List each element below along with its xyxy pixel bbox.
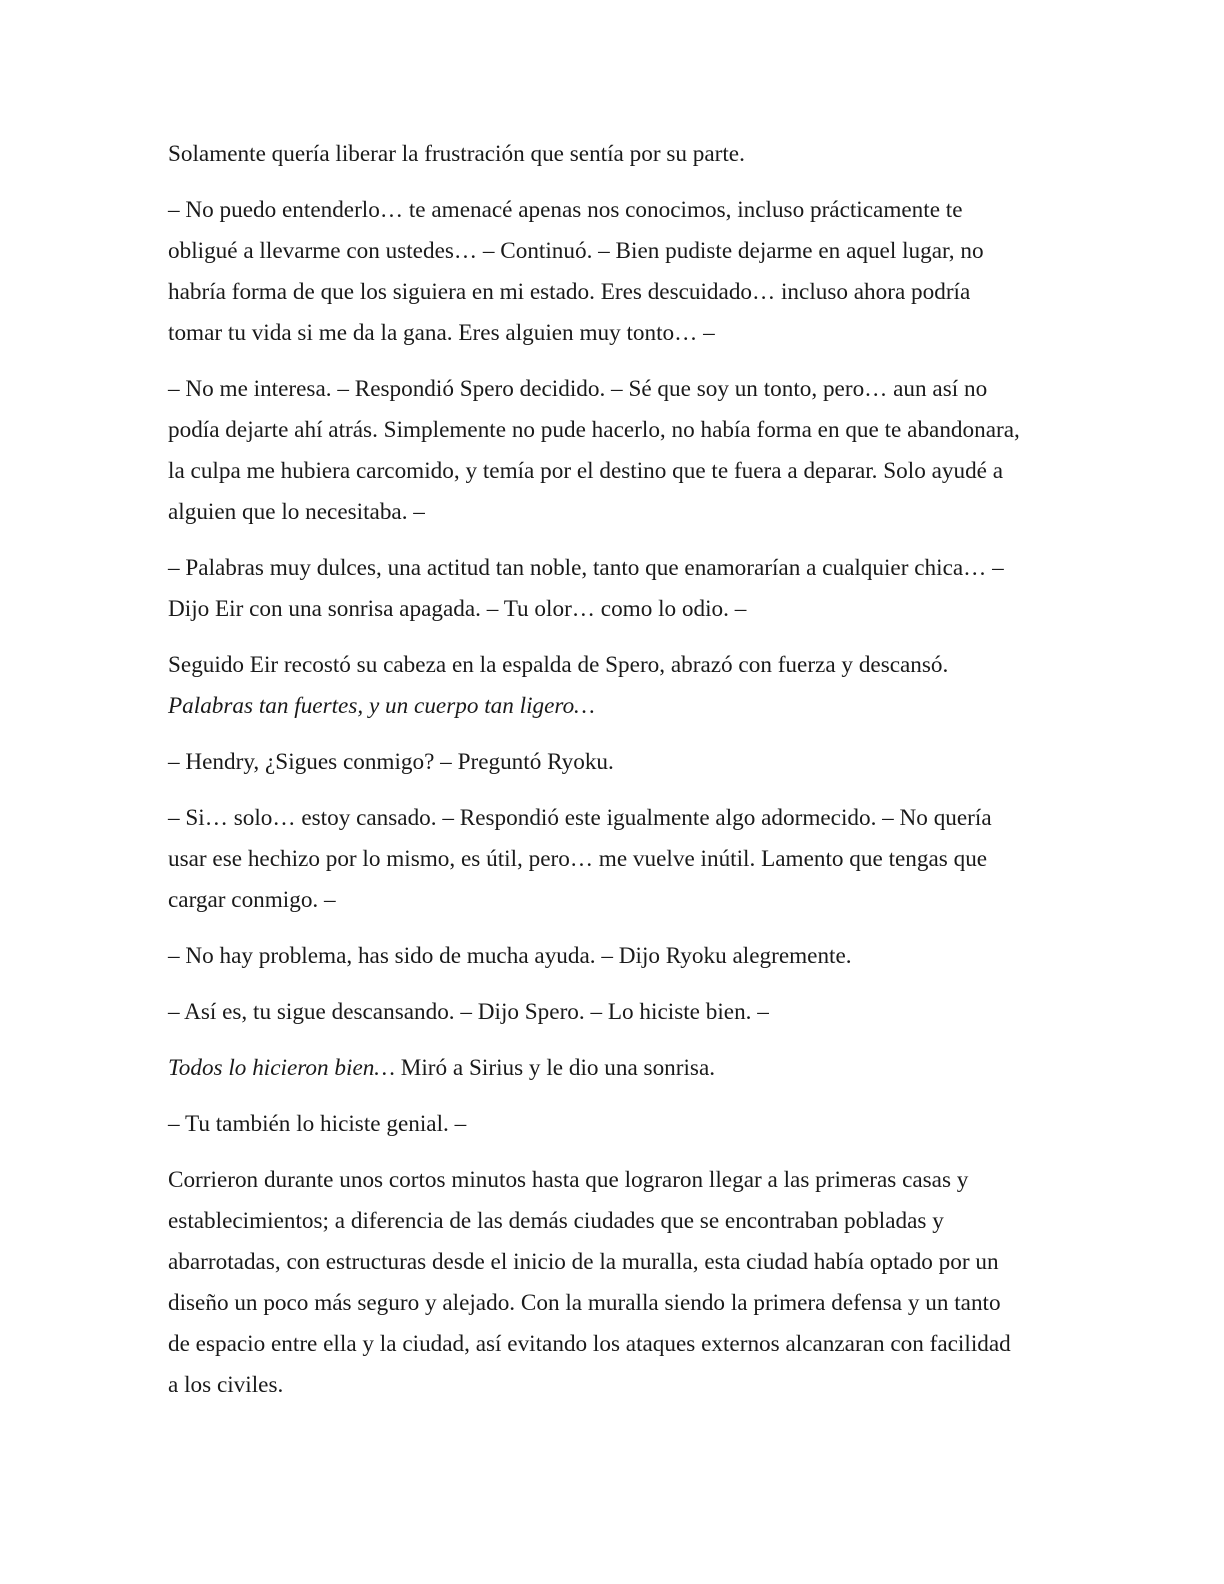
- text-run: cargar conmigo. –: [168, 887, 336, 913]
- text-line: [168, 839, 1048, 880]
- text-run: obligué a llevarme con ustedes… – Continuó. – Bien pudiste dejarme en aquel lugar, no: [168, 238, 984, 264]
- paragraph: [168, 1160, 1048, 1406]
- text-run: habría forma de que los siguiera en mi estado. Eres descuidado… incluso ahora podría: [168, 279, 971, 305]
- text-run: la culpa me hubiera carcomido, y temía por el destino que te fuera a deparar. Solo ayudé a: [168, 458, 1004, 484]
- text-run: – No puedo entenderlo… te amenacé apenas nos conocimos, incluso prácticamente te: [168, 197, 963, 223]
- text-run: Corrieron durante unos cortos minutos hasta que lograron llegar a las primeras casas y: [168, 1167, 969, 1193]
- text-run: de espacio entre ella y la ciudad, así evitando los ataques externos alcanzaran con facilidad: [168, 1331, 1011, 1357]
- text-line: [168, 548, 1048, 589]
- text-run: – Hendry, ¿Sigues conmigo? – Preguntó Ryoku.: [168, 749, 614, 775]
- paragraph: [168, 798, 1048, 921]
- text-line: [168, 1242, 1048, 1283]
- text-line: [168, 1201, 1048, 1242]
- paragraph: [168, 548, 1048, 630]
- text-line: [168, 1104, 1048, 1145]
- text-line: [168, 880, 1048, 921]
- text-line: [168, 589, 1048, 630]
- text-line: [168, 936, 1048, 977]
- document-page: [168, 134, 1048, 1421]
- text-line: [168, 742, 1048, 783]
- text-line: [168, 1283, 1048, 1324]
- text-run: Solamente quería liberar la frustración que sentía por su parte.: [168, 141, 745, 167]
- text-run: podía dejarte ahí atrás. Simplemente no pude hacerlo, no había forma en que te abandonara,: [168, 417, 1020, 443]
- text-run: – Palabras muy dulces, una actitud tan noble, tanto que enamorarían a cualquier chica… –: [168, 555, 1004, 581]
- text-line: [168, 313, 1048, 354]
- text-run: – Si… solo… estoy cansado. – Respondió este igualmente algo adormecido. – No quería: [168, 805, 992, 831]
- paragraph: [168, 134, 1048, 175]
- paragraph: [168, 369, 1048, 533]
- text-run: Miró a Sirius y le dio una sonrisa.: [394, 1055, 716, 1081]
- text-run: Dijo Eir con una sonrisa apagada. – Tu olor… como lo odio. –: [168, 596, 747, 622]
- text-line: [168, 1324, 1048, 1365]
- text-line: [168, 492, 1048, 533]
- text-run: abarrotadas, con estructuras desde el inicio de la muralla, esta ciudad había optado por un: [168, 1249, 999, 1275]
- text-run: – No hay problema, has sido de mucha ayuda. – Dijo Ryoku alegremente.: [168, 943, 852, 969]
- text-run: alguien que lo necesitaba. –: [168, 499, 425, 525]
- text-run: – No me interesa. – Respondió Spero decidido. – Sé que soy un tonto, pero… aun así no: [168, 376, 988, 402]
- text-line: [168, 1365, 1048, 1406]
- text-line: [168, 645, 1048, 686]
- text-run: Seguido Eir recostó su cabeza en la espalda de Spero, abrazó con fuerza y descansó.: [168, 652, 949, 678]
- text-line: [168, 134, 1048, 175]
- text-line: [168, 1160, 1048, 1201]
- text-line: [168, 798, 1048, 839]
- text-run: tomar tu vida si me da la gana. Eres alguien muy tonto… –: [168, 320, 715, 346]
- text-line: [168, 410, 1048, 451]
- text-line: [168, 272, 1048, 313]
- text-run: usar ese hechizo por lo mismo, es útil, pero… me vuelve inútil. Lamento que tengas que: [168, 846, 988, 872]
- text-line: [168, 190, 1048, 231]
- paragraph: [168, 1048, 1048, 1089]
- text-line: [168, 686, 1048, 727]
- italic-text: Palabras tan fuertes, y un cuerpo tan ligero…: [168, 693, 595, 719]
- paragraph: [168, 742, 1048, 783]
- text-run: establecimientos; a diferencia de las demás ciudades que se encontraban pobladas y: [168, 1208, 944, 1234]
- italic-text: Todos lo hicieron bien…: [168, 1055, 395, 1081]
- text-run: – Tu también lo hiciste genial. –: [168, 1111, 467, 1137]
- paragraph: [168, 1104, 1048, 1145]
- text-line: [168, 992, 1048, 1033]
- text-run: a los civiles.: [168, 1372, 284, 1398]
- text-line: [168, 451, 1048, 492]
- text-line: [168, 369, 1048, 410]
- text-run: – Así es, tu sigue descansando. – Dijo Spero. – Lo hiciste bien. –: [168, 999, 769, 1025]
- paragraph: [168, 645, 1048, 727]
- paragraph: [168, 936, 1048, 977]
- text-line: [168, 1048, 1048, 1089]
- paragraph: [168, 190, 1048, 354]
- text-run: diseño un poco más seguro y alejado. Con la muralla siendo la primera defensa y un tanto: [168, 1290, 1001, 1316]
- text-line: [168, 231, 1048, 272]
- paragraph: [168, 992, 1048, 1033]
